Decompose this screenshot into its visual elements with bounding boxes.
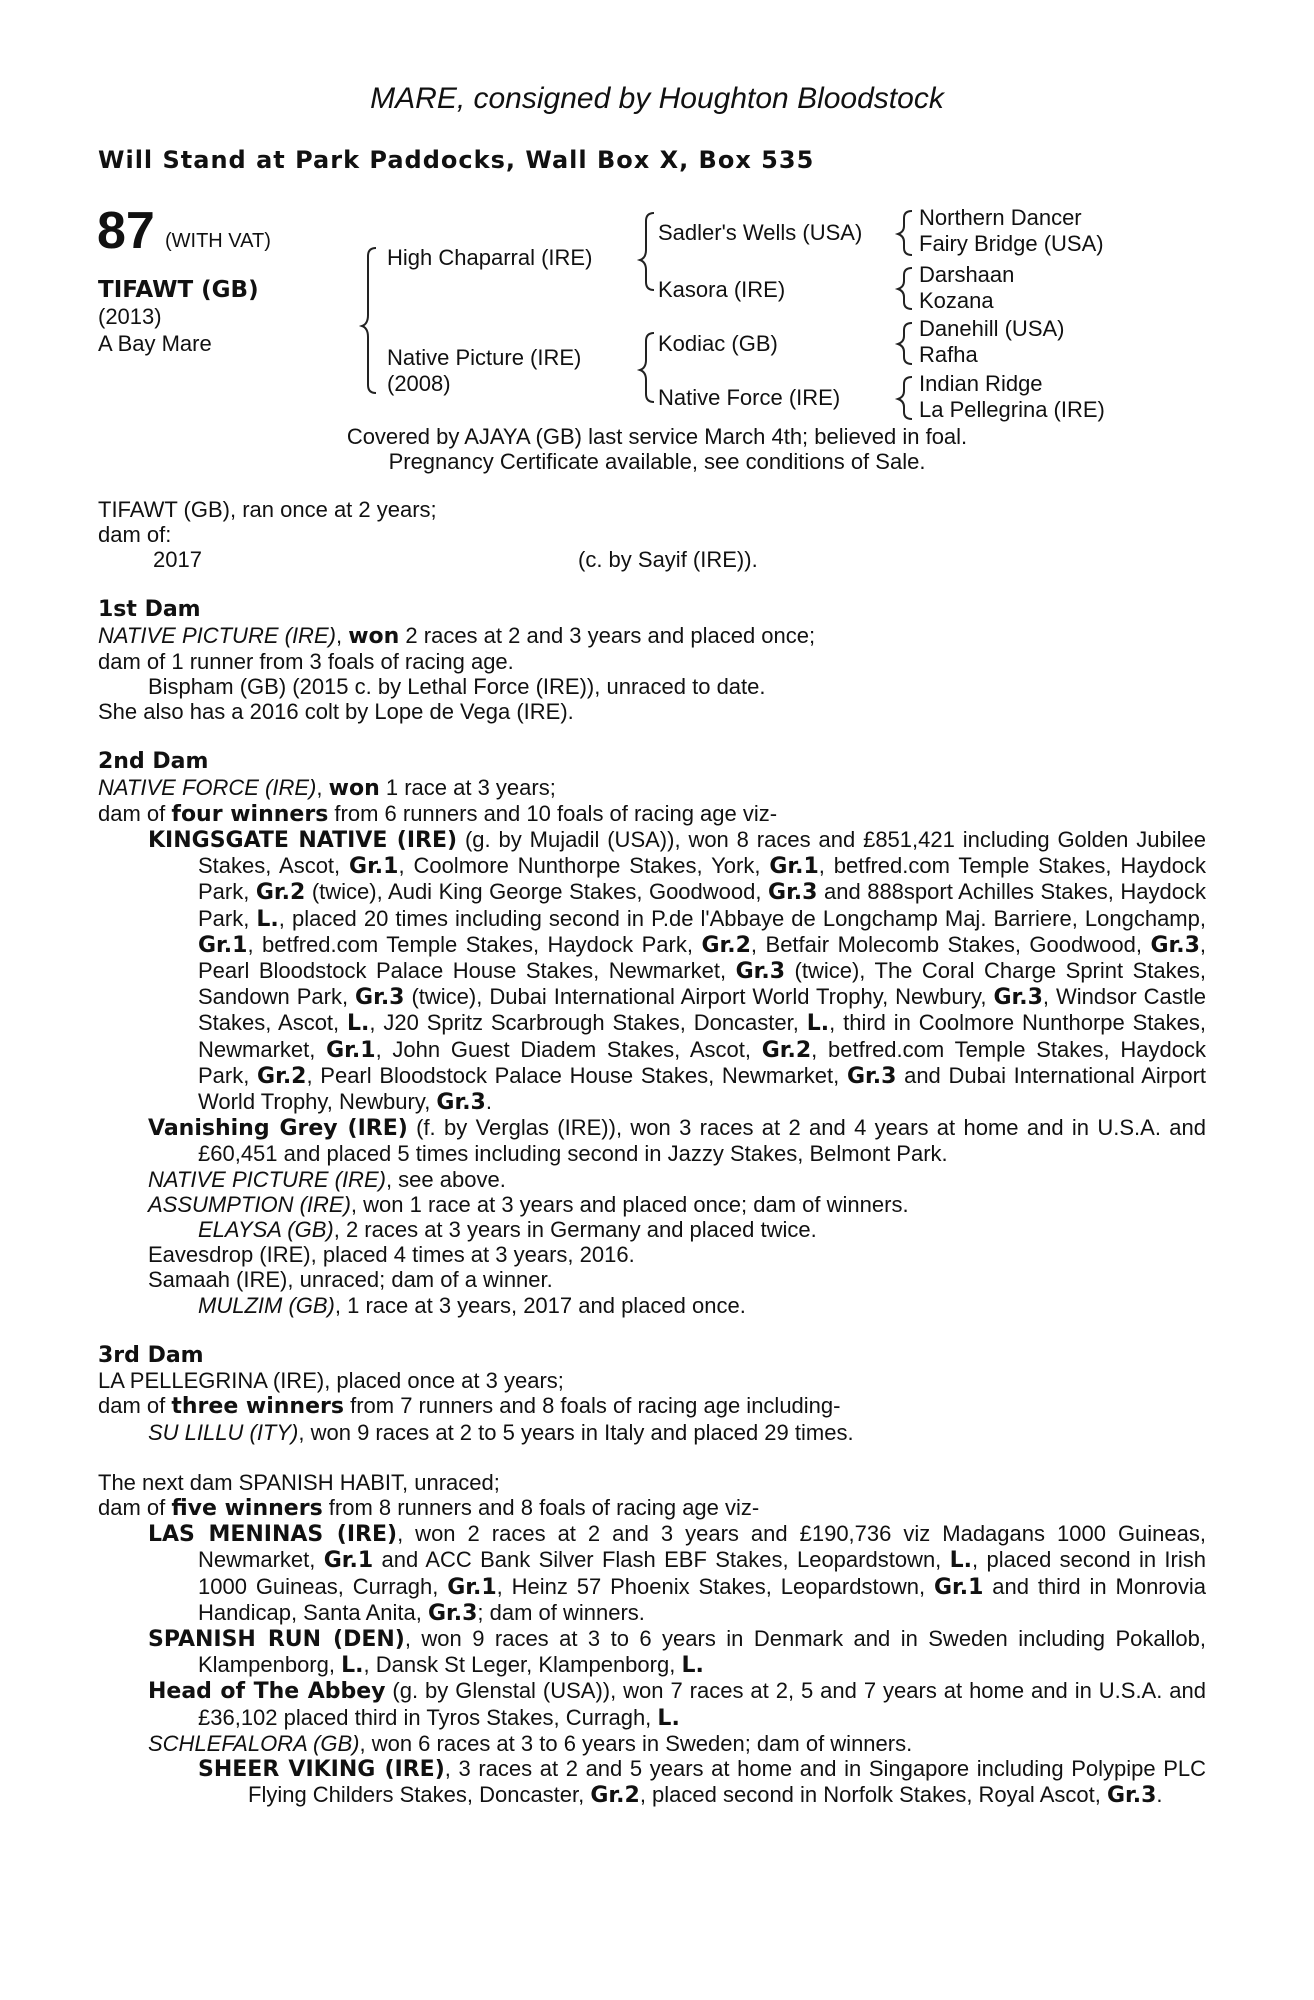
ggp-2: Fairy Bridge (USA): [919, 231, 1104, 256]
horse-name: TIFAWT (GB): [98, 277, 259, 303]
catalogue-body: [98, 497, 1206, 1808]
ggp-6: Rafha: [919, 342, 978, 367]
lot-number: 87: [97, 202, 155, 260]
covered-line: Covered by AJAYA (GB) last service March 4th; believed in foal.: [346, 424, 968, 449]
samaah-entry: Samaah (IRE), unraced; dam of a winner.: [148, 1267, 553, 1293]
first-dam-heading: 1st Dam: [98, 597, 201, 623]
pedigree-brackets: [0, 0, 1314, 430]
mulzim-entry: MULZIM (GB), 1 race at 3 years, 2017 and placed once.: [198, 1292, 746, 1318]
main-bracket: [362, 248, 376, 393]
su-lillu-entry: SU LILLU (ITY), won 9 races at 2 to 5 years in Italy and placed 29 times.: [148, 1419, 854, 1445]
vanishing-grey-entry: Vanishing Grey (IRE) (f. by Verglas (IRE)), won 3 races at 2 and 4 years at home and in U.S.A. and £60,451 and placed 5 times including second in Jazzy Stakes, Belmont Park.: [148, 1115, 1206, 1167]
eavesdrop-entry: Eavesdrop (IRE), placed 4 times at 3 years, 2016.: [148, 1242, 635, 1268]
first-dam-note: She also has a 2016 colt by Lope de Vega (IRE).: [98, 699, 574, 725]
vanishing-grey-name: Vanishing Grey (IRE): [148, 1116, 408, 1142]
produce-dam-of: dam of:: [98, 522, 172, 548]
second-dam-record: NATIVE FORCE (IRE), won 1 race at 3 years;: [98, 774, 556, 801]
first-dam-name: NATIVE PICTURE (IRE): [98, 622, 336, 648]
next-dam-produce: dam of five winners from 8 runners and 8 foals of racing age viz-: [98, 1494, 760, 1521]
ggp-bracket-3: [898, 323, 912, 364]
produce-year: 2017: [153, 547, 202, 573]
sire-bracket: [640, 213, 654, 290]
second-dam-heading: 2nd Dam: [98, 749, 209, 775]
first-dam-record: NATIVE PICTURE (IRE), won 2 races at 2 and 3 years and placed once;: [98, 622, 816, 649]
schlefalora-entry: SCHLEFALORA (GB), won 6 races at 3 to 6 years in Sweden; dam of winners.: [148, 1730, 913, 1756]
third-dam-heading: 3rd Dam: [98, 1342, 204, 1368]
sire-name: High Chaparral (IRE): [387, 245, 593, 270]
ggp-5: Danehill (USA): [919, 316, 1065, 341]
sire-dam: Kasora (IRE): [658, 277, 786, 302]
kingsgate-native-entry: KINGSGATE NATIVE (IRE) (g. by Mujadil (USA)), won 8 races and £851,421 including Golden Jubilee Stakes, Ascot, Gr.1, Coolmore Nunthorpe Stakes, York, Gr.1, betfred.com Temple Stakes, Haydock Park, Gr.2 (twice), Audi King George Stakes, Goodwood, Gr.3 and 888sport Achilles Stakes, Haydock Park, L., placed 20 times including second in P.de l'Abbaye de Longchamp Maj. Barriere, Longchamp, Gr.1, betfred.com Temple Stakes, Haydock Park, Gr.2, Betfair Molecomb Stakes, Goodwood, Gr.3, Pearl Bloodstock Palace House Stakes, Newmarket, Gr.3 (twice), The Coral Charge Sprint Stakes, Sandown Park, Gr.3 (twice), Dubai International Airport World Trophy, Newbury, Gr.3, Windsor Castle Stakes, Ascot, L., J20 Spritz Scarbrough Stakes, Doncaster, L., third in Coolmore Nunthorpe Stakes, Newmarket, Gr.1, John Guest Diadem Stakes, Ascot, Gr.2, betfred.com Temple Stakes, Haydock Park, Gr.2, Pearl Bloodstock Palace House Stakes, Newmarket, Gr.3 and Dubai International Airport World Trophy, Newbury, Gr.3.: [148, 827, 1207, 1116]
page-title: MARE, consigned by Houghton Bloodstock: [370, 82, 944, 115]
dam-dam: Native Force (IRE): [658, 385, 841, 410]
head-of-the-abbey-entry: Head of The Abbey (g. by Glenstal (USA)), won 7 races at 2, 5 and 7 years at home and in U.S.A. and £36,102 placed third in Tyros Stakes, Curragh, L.: [148, 1678, 1207, 1731]
ggp-bracket-1: [898, 211, 912, 255]
pregnancy-line: Pregnancy Certificate available, see conditions of Sale.: [388, 449, 926, 474]
spanish-run-entry: SPANISH RUN (DEN), won 9 races at 3 to 6 years in Denmark and in Sweden including Pokallob, Klampenborg, L., Dansk St Leger, Klampenborg, L.: [148, 1625, 1206, 1679]
ggp-3: Darshaan: [919, 262, 1015, 287]
third-dam-produce: dam of three winners from 7 runners and 8 foals of racing age including-: [98, 1393, 841, 1420]
covering-note: [0, 424, 1314, 474]
sheer-viking-entry: SHEER VIKING (IRE), 3 races at 2 and 5 years at home and in Singapore including Polypipe PLC Flying Childers Stakes, Doncaster, Gr.2, placed second in Norfolk Stakes, Royal Ascot, Gr.3.: [198, 1755, 1206, 1809]
produce-foal: (c. by Sayif (IRE)).: [578, 547, 758, 573]
horse-description: A Bay Mare: [98, 331, 212, 356]
second-dam-name: NATIVE FORCE (IRE): [98, 774, 317, 800]
ggp-7: Indian Ridge: [919, 371, 1043, 396]
stabling-location: Will Stand at Park Paddocks, Wall Box X, Box 535: [98, 146, 815, 174]
dam-bracket: [640, 333, 654, 402]
elaysa-entry: ELAYSA (GB), 2 races at 3 years in Germany and placed twice.: [198, 1217, 817, 1243]
sire-sire: Sadler's Wells (USA): [658, 220, 863, 245]
ggp-bracket-4: [898, 377, 912, 419]
las-meninas-entry: LAS MENINAS (IRE), won 2 races at 2 and 3 years and £190,736 viz Madagans 1000 Guineas, Newmarket, Gr.1 and ACC Bank Silver Flash EBF Stakes, Leopardstown, L., placed second in Irish 1000 Guineas, Curragh, Gr.1, Heinz 57 Phoenix Stakes, Leopardstown, Gr.1 and third in Monrovia Handicap, Santa Anita, Gr.3; dam of winners.: [148, 1521, 1207, 1626]
ggp-8: La Pellegrina (IRE): [919, 397, 1105, 422]
ggp-1: Northern Dancer: [919, 205, 1082, 230]
next-dam-record: The next dam SPANISH HABIT, unraced;: [98, 1469, 500, 1495]
second-dam-produce: dam of four winners from 6 runners and 10 foals of racing age viz-: [98, 800, 778, 827]
ggp-bracket-2: [898, 268, 912, 309]
vat-label: (WITH VAT): [165, 230, 271, 252]
first-dam-produce: dam of 1 runner from 3 foals of racing age.: [98, 648, 514, 674]
native-picture-entry: NATIVE PICTURE (IRE), see above.: [148, 1166, 506, 1192]
assumption-entry: ASSUMPTION (IRE), won 1 race at 3 years and placed once; dam of winners.: [148, 1191, 909, 1217]
third-dam-record: LA PELLEGRINA (IRE), placed once at 3 years;: [98, 1368, 564, 1394]
dam-year: (2008): [387, 371, 451, 396]
dam-sire: Kodiac (GB): [658, 331, 778, 356]
dam-name: Native Picture (IRE): [387, 345, 582, 370]
ggp-4: Kozana: [919, 288, 994, 313]
produce-line: TIFAWT (GB), ran once at 2 years;: [98, 497, 437, 522]
produce-row: [98, 547, 1206, 572]
horse-year: (2013): [98, 304, 162, 329]
kingsgate-native-name: KINGSGATE NATIVE (IRE): [148, 828, 458, 854]
first-dam-foal: Bispham (GB) (2015 c. by Lethal Force (IRE)), unraced to date.: [148, 674, 766, 700]
